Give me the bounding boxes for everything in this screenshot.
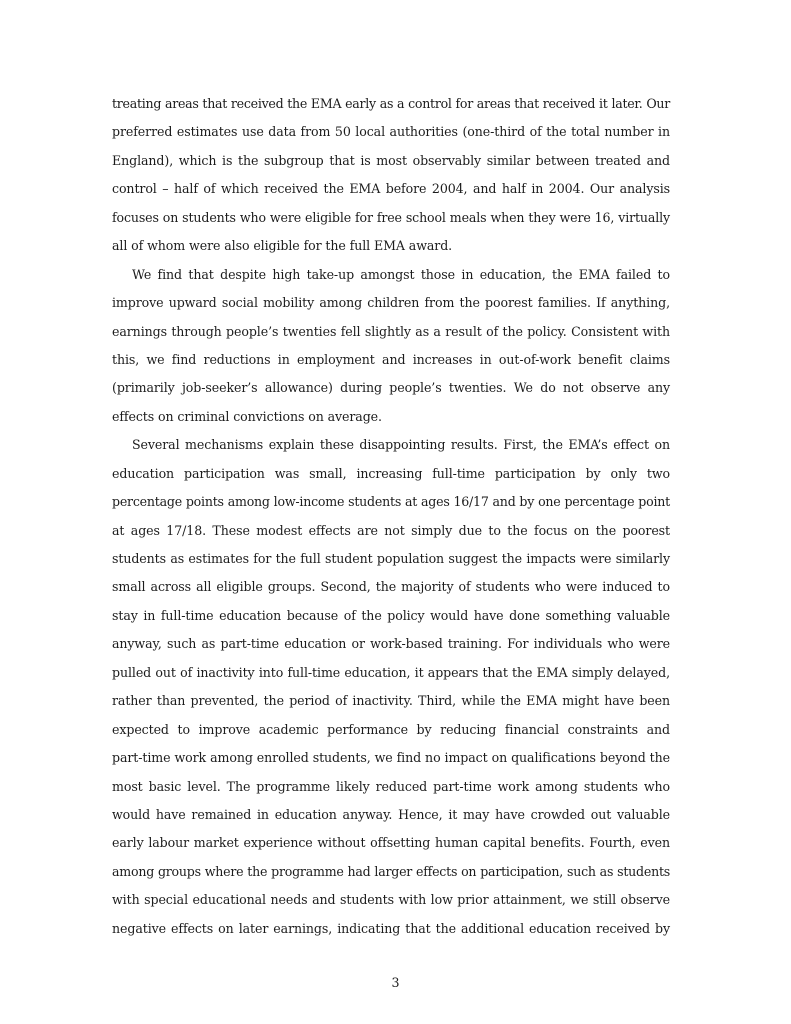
text-line: rather than prevented, the period of inactivity. Third, while the EMA might have been <box>112 693 670 709</box>
text-line: pulled out of inactivity into full-time education, it appears that the EMA simply delayed, <box>112 664 670 680</box>
text-line: (primarily job-seeker’s allowance) during people’s twenties. We do not observe any <box>112 380 670 396</box>
text-line: part-time work among enrolled students, we find no impact on qualifications beyond the <box>112 750 670 766</box>
text-line: preferred estimates use data from 50 local authorities (one-third of the total number in <box>112 124 670 140</box>
text-line: anyway, such as part-time education or work-based training. For individuals who were <box>112 636 670 652</box>
text-line: all of whom were also eligible for the full EMA award. <box>112 238 453 254</box>
text-line: expected to improve academic performance by reducing financial constraints and <box>112 721 670 737</box>
text-line: We find that despite high take-up amongst those in education, the EMA failed to <box>132 266 670 282</box>
text-line: effects on criminal convictions on average. <box>112 408 382 424</box>
paragraph <box>112 261 670 432</box>
text-line: this, we find reductions in employment and increases in out-of-work benefit claims <box>112 351 670 367</box>
text-line: negative effects on later earnings, indicating that the additional education received by <box>112 920 670 936</box>
text-line: most basic level. The programme likely reduced part-time work among students who <box>112 778 670 794</box>
text-line: treating areas that received the EMA early as a control for areas that received it later. Our <box>112 96 670 111</box>
text-line: with special educational needs and students with low prior attainment, we still observe <box>112 892 670 908</box>
page-number: 3 <box>391 975 400 990</box>
text-line: earnings through people’s twenties fell slightly as a result of the policy. Consistent with <box>112 323 670 339</box>
text-line: students as estimates for the full student population suggest the impacts were similarly <box>112 551 670 566</box>
text-line: control – half of which received the EMA before 2004, and half in 2004. Our analysis <box>112 181 670 197</box>
text-line: early labour market experience without offsetting human capital benefits. Fourth, even <box>112 835 670 851</box>
text-line: Several mechanisms explain these disappointing results. First, the EMA’s effect on <box>132 437 670 453</box>
text-line: small across all eligible groups. Second, the majority of students who were induced to <box>112 579 670 595</box>
text-line: among groups where the programme had larger effects on participation, such as students <box>112 863 670 879</box>
paragraph <box>112 431 670 943</box>
body-text <box>112 90 670 943</box>
text-line: England), which is the subgroup that is most observably similar between treated and <box>112 152 670 168</box>
text-line: improve upward social mobility among children from the poorest families. If anything, <box>112 295 670 311</box>
text-line: percentage points among low-income students at ages 16/17 and by one percentage point <box>112 494 670 510</box>
text-line: stay in full-time education because of the policy would have done something valuable <box>112 607 670 623</box>
text-line: education participation was small, increasing full-time participation by only two <box>112 465 670 481</box>
text-line: would have remained in education anyway. Hence, it may have crowded out valuable <box>112 806 670 822</box>
paragraph <box>112 90 670 261</box>
text-line: at ages 17/18. These modest effects are not simply due to the focus on the poorest <box>112 522 670 538</box>
text-line: focuses on students who were eligible for free school meals when they were 16, virtually <box>112 209 670 225</box>
